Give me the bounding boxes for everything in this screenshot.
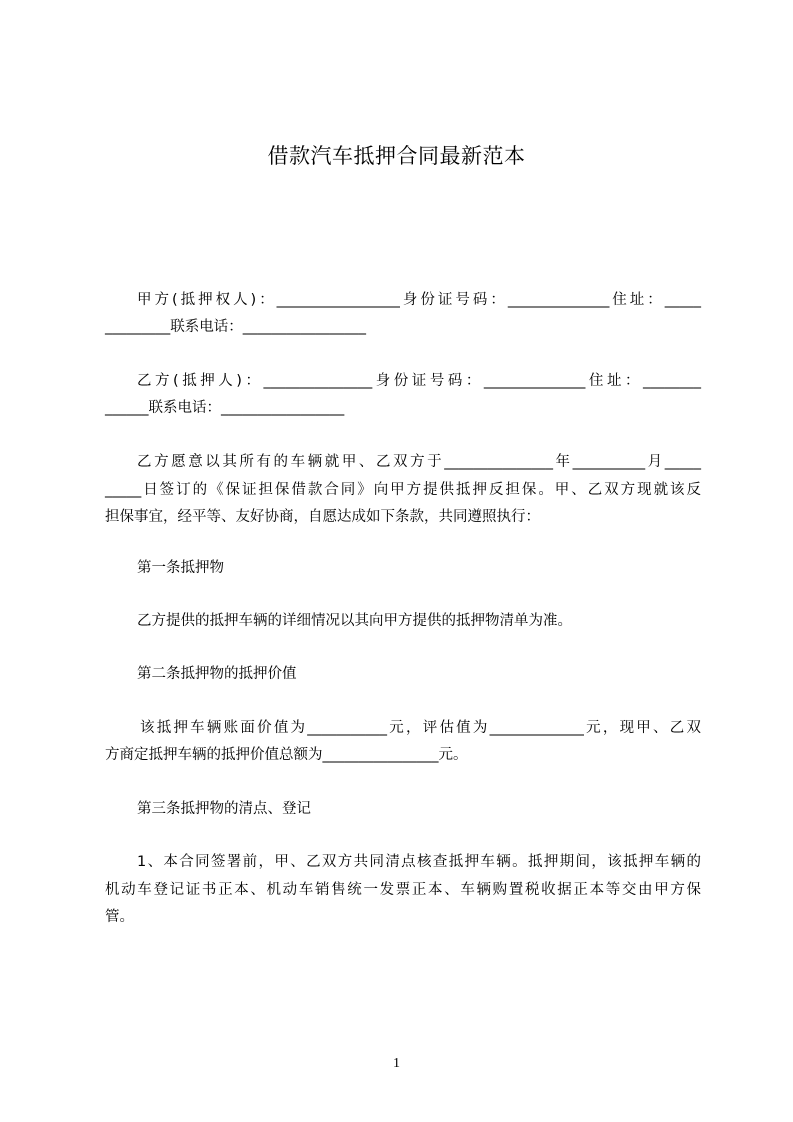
intro-line-3: 担保事宜，经平等、友好协商，自愿达成如下条款，共同遵照执行： [105,509,540,525]
party-a-line-1: 甲方(抵押权人)：_________________身份证号码：______________住址：_____ [137,292,701,308]
article-3-heading: 第三条抵押物的清点、登记 [137,801,311,817]
party-b-line-2: ______联系电话：_________________ [105,400,345,416]
article-1-heading: 第一条抵押物 [137,560,224,576]
article-3-line-2: 机动车登记证书正本、机动车销售统一发票正本、车辆购置税收据正本等交由甲方保 [105,882,701,898]
article-2-line-1: 该抵押车辆账面价值为___________元，评估值为_____________元，现甲、乙双 [140,720,701,736]
article-3-line-3: 管。 [105,909,134,925]
article-2-heading: 第二条抵押物的抵押价值 [137,666,297,682]
article-1-text: 乙方提供的抵押车辆的详细情况以其向甲方提供的抵押物清单为准。 [137,613,572,629]
party-a-line-2: _________联系电话：_________________ [105,319,366,335]
intro-line-2: _____日签订的《保证担保借款合同》向甲方提供抵押反担保。甲、乙双方现就该反 [105,482,701,498]
article-2-line-2: 方商定抵押车辆的抵押价值总额为________________元。 [105,747,468,763]
party-b-line-1: 乙方(抵押人)：_______________身份证号码：______________住址：________ [137,373,701,389]
intro-line-1: 乙方愿意以其所有的车辆就甲、乙双方于_______________年__________月_____ [137,454,701,470]
article-3-line-1: 1、本合同签署前，甲、乙双方共同清点核查抵押车辆。抵押期间，该抵押车辆的 [137,854,701,870]
document-title: 借款汽车抵押合同最新范本 [267,144,526,168]
page-number: 1 [393,1056,400,1071]
